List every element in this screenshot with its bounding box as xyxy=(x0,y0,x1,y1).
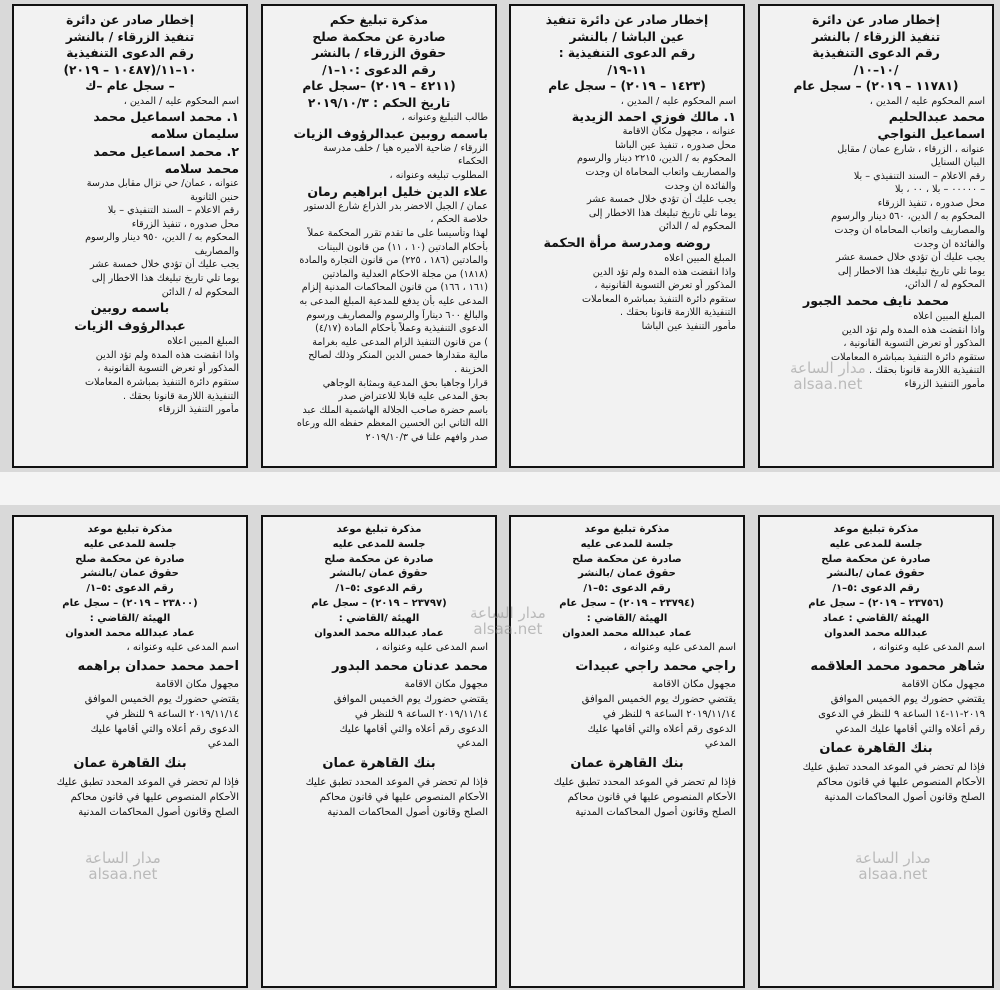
notice-text-line: يقتضي حضورك يوم الخميس الموافق xyxy=(581,693,736,705)
notice-text-line: ) من قانون التنفيذ الزام المدعى عليه بغرامة xyxy=(312,336,488,348)
notice-text-line: يقتضي حضورك يوم الخميس الموافق xyxy=(333,693,488,705)
notice-heading: عين الباشا / بالنشر xyxy=(569,29,685,44)
notice-text-line: والبالغ ٦٠٠ ديناراً والرسوم والمصاريف ورسوم xyxy=(306,309,488,321)
notice-text-line: مأمور التنفيذ عين الباشا xyxy=(641,321,736,333)
notice-text-line: رقم أعلاه والتي أقامها عليك المدعي xyxy=(835,723,985,735)
notice-text-line: المبلغ المبين اعلاه xyxy=(664,253,736,265)
notice-text-line: فإذا لم تحضر في الموعد المحدد تطبق عليك xyxy=(802,762,985,774)
party-name: محمد سلامه xyxy=(164,160,239,176)
notice-text-line: المحكوم له / الدائن xyxy=(161,286,239,298)
notice-heading: صادرة عن محكمة صلح xyxy=(572,553,682,565)
notice-heading: حقوق عمان /بالنشر xyxy=(578,568,676,580)
party-name: ١. مالك فوزي احمد الزيدية xyxy=(571,109,736,125)
notice-text-line: مأمور التنفيذ الزرقاء xyxy=(158,404,239,416)
notice-heading: مذكرة تبليغ موعد xyxy=(336,524,422,535)
notice-text-line: الأحكام المنصوص عليها في قانون محاكم xyxy=(567,791,736,803)
party-name: اسماعيل النواجي xyxy=(877,126,985,142)
notice-text-line: التنفيذية اللازمة قانونا بحقك . xyxy=(620,307,736,319)
notice-text-line: مجهول مكان الاقامة xyxy=(901,679,985,691)
creditor-name: محمد نايف محمد الجبور xyxy=(803,293,949,309)
notice-heading: رقم الدعوى :٥–١/ xyxy=(335,583,423,595)
notice-heading: /١٠–١٠/ xyxy=(853,62,899,77)
notice-heading: رقم الدعوى :٥–١/ xyxy=(832,583,920,595)
notice-heading: عبدالله محمد العدوان xyxy=(824,627,928,639)
notice-text-line: لهذا وتأسيسا على ما تقدم تقرر المحكمة عملاً xyxy=(307,227,488,239)
notice-heading: جلسة للمدعى عليه xyxy=(580,538,674,550)
notice-text-line: المدعي xyxy=(704,738,736,750)
notice-text-line: ٢٠١٩/١١/١٤ الساعة ٩ للنظر في xyxy=(105,708,239,720)
notice-text-line: المطلوب تبليغه وعنوانه ، xyxy=(389,169,488,181)
notice-text-line: اسم المدعى عليه وعنوانه ، xyxy=(375,642,488,654)
notice-text-line: والمصاريف xyxy=(194,245,239,257)
notice-text-line: – ٠٠٠٠٠ – بلا ، ٠٠ ، بلا xyxy=(894,184,985,196)
notice-text-line: بحق المدعى عليه قابلا للاعتراض صدر xyxy=(338,391,488,403)
notice-text-line: محل صدوره ، تنفيذ عين الباشا xyxy=(614,139,736,151)
notice-text-line: الدعوى التنفيذية وعملاً بأحكام المادة (٤/١٧) xyxy=(315,323,488,335)
notice-text-line: يوما تلي تاريخ تبليغك هذا الاخطار إلى xyxy=(91,273,239,285)
notice-heading: حقوق عمان /بالنشر xyxy=(81,568,179,580)
notice-heading: صادرة عن محكمة صلح xyxy=(324,553,434,565)
notice-text-line: البيان السنايل xyxy=(930,157,985,169)
top-notice-3 xyxy=(261,4,497,468)
top-notices-row xyxy=(0,0,1000,472)
notice-text-line: المحكوم له / الدائن، xyxy=(904,279,985,291)
watermark-latin-text: alsaa.net xyxy=(88,865,158,883)
watermark-arabic-text: مدار الساعة xyxy=(855,849,931,867)
notice-text-line: يوما تلي تاريخ تبليغك هذا الاخطار إلى xyxy=(837,265,985,277)
notice-heading: عماد عبدالله محمد العدوان xyxy=(314,627,444,639)
notice-heading: تاريخ الحكم : ٢٠١٩/١٠/٣ xyxy=(307,95,451,110)
watermark-latin-text: alsaa.net xyxy=(858,865,928,883)
notice-text-line: والمصاريف واتعاب المحاماة ان وجدت xyxy=(834,225,985,237)
bottom-notice-2 xyxy=(509,515,745,988)
creditor-name: عبدالرؤوف الزيات xyxy=(74,318,186,334)
notice-heading: مذكرة تبليغ حكم xyxy=(329,13,429,27)
party-name: محمد عبدالحليم xyxy=(888,109,985,125)
notice-text-line: باسم حضرة صاحب الجلالة الهاشمية الملك عبد xyxy=(302,404,488,416)
notice-heading: رقم الدعوى التنفيذية : xyxy=(558,46,696,60)
notice-heading: (٢٣٧٩٧ – ٢٠١٩) – سجل عام xyxy=(311,597,447,609)
row-divider xyxy=(0,472,1000,505)
notice-heading: – سجل عام –ك xyxy=(85,79,175,93)
notice-text-line: والمصاريف واتعاب المحاماة ان وجدت xyxy=(585,167,736,179)
notice-text-line: الخزينة . xyxy=(454,363,488,375)
notice-text-line: المبلغ المبين اعلاه xyxy=(167,336,239,348)
notice-text-line: طالب التبليغ وعنوانه ، xyxy=(401,112,488,123)
notice-text-line: والفائدة ان وجدت xyxy=(913,238,985,250)
notice-text-line: بأحكام المادتين (١٠ ، ١١) من قانون البينات xyxy=(317,241,488,253)
party-name: احمد محمد حمدان براهمه xyxy=(77,659,239,675)
notice-text-line: يقتضي حضورك يوم الخميس الموافق xyxy=(830,693,985,705)
notice-text-line: عنوانه ، الزرقاء ، شارع عمان / مقابل xyxy=(837,143,985,155)
notice-heading: رقم الدعوى :٥–١/ xyxy=(86,583,174,595)
notice-text-line: واذا انقضت هذه المدة ولم تؤد الدين xyxy=(841,324,985,336)
party-name: محمد عدنان محمد البدور xyxy=(332,659,488,675)
notice-text-line: عنوانه ، عمان/ حي نزال مقابل مدرسة xyxy=(86,177,239,189)
notice-text-line: المحكوم به / الدين، ٢٢١٥ دينار والرسوم xyxy=(576,153,736,165)
notice-heading: جلسة للمدعى عليه xyxy=(83,538,177,550)
party-name: سليمان سلامه xyxy=(150,126,239,142)
notice-text-line: قرارا وجاهيا بحق المدعية وبمثابة الوجاهي xyxy=(322,377,488,389)
party-name: ١. محمد اسماعيل محمد xyxy=(93,109,239,125)
notice-heading: (٢٣٨٠٠ – ٢٠١٩) – سجل عام xyxy=(62,597,198,609)
notice-heading: رقم الدعوى التنفيذية xyxy=(812,46,940,60)
party-name: شاهر محمود محمد العلاقمه xyxy=(810,659,985,675)
creditor-name: روضه ومدرسة مرأة الحكمة xyxy=(543,235,711,251)
notice-text-line: اسم المحكوم عليه / المدين ، xyxy=(869,95,985,107)
creditor-name: باسمه روبين xyxy=(90,300,170,316)
party-name: ٢. محمد اسماعيل محمد xyxy=(93,143,239,159)
notice-text-line: واذا انقضت هذه المدة ولم تؤد الدين xyxy=(592,266,736,278)
notice-text-line: يجب عليك أن تؤدي خلال خمسة عشر xyxy=(836,252,985,264)
top-notice-1 xyxy=(758,4,994,468)
notice-text-line: الصلح وقانون أصول المحاكمات المدنية xyxy=(327,806,488,818)
notice-text-line: صدر وافهم علنا في ٢٠١٩/١٠/٣ xyxy=(365,431,488,443)
top-notice-2 xyxy=(509,4,745,468)
notice-heading: جلسة للمدعى عليه xyxy=(829,538,923,550)
notice-text-line: ٢٠١٩/١١/١٤ الساعة ٩ للنظر في xyxy=(602,708,736,720)
notice-heading: (٢٣٧٥٦ – ٢٠١٩) – سجل عام xyxy=(808,597,944,609)
notice-heading: رقم الدعوى التنفيذية xyxy=(66,46,194,60)
creditor-name: بنك القاهرة عمان xyxy=(570,756,684,772)
notice-text-line: ستقوم دائرة التنفيذ بمباشرة المعاملات xyxy=(582,293,736,305)
notice-heading: الهيئة /القاضي : عماد xyxy=(822,612,930,624)
notice-text-line: محل صدوره ، تنفيذ الزرقاء xyxy=(877,197,985,209)
notice-heading: عماد عبدالله محمد العدوان xyxy=(65,627,195,639)
notice-text-line: ٢٠١٩/١١/١٤ الساعة ٩ للنظر في xyxy=(354,708,488,720)
bottom-notice-1 xyxy=(758,515,994,988)
notice-text-line: التنفيذية اللازمة قانونا بحقك . xyxy=(123,390,239,402)
notice-text-line: المحكوم به / الدين، ٥٦٠ دينار والرسوم xyxy=(831,211,985,223)
notice-text-line: الدعوى رقم أعلاه والتي أقامها عليك xyxy=(90,723,239,735)
notice-text-line: اسم المحكوم عليه / المدين ، xyxy=(620,95,736,107)
notice-heading: مذكرة تبليغ موعد xyxy=(584,524,670,535)
notice-text-line: ٢٠١٩-١١-١٤ الساعة ٩ للنظر في الدعوى xyxy=(818,708,985,720)
notice-heading: حقوق عمان /بالنشر xyxy=(330,568,428,580)
notice-text-line: مجهول مكان الاقامة xyxy=(155,679,239,691)
notice-heading: ١١-١٩/ xyxy=(607,62,647,77)
notice-text-line: مجهول مكان الاقامة xyxy=(404,679,488,691)
notice-heading: الهيئة /القاضي : xyxy=(586,612,668,624)
notice-text-line: (١٦١ ، ١٦٦) من قانون المحاكمات المدنية إلزام xyxy=(301,282,488,294)
notice-text-line: يجب عليك أن تؤدي خلال خمسة عشر xyxy=(90,259,239,271)
notice-heading: عماد عبدالله محمد العدوان xyxy=(562,627,692,639)
creditor-name: بنك القاهرة عمان xyxy=(73,756,187,772)
notice-heading: صادرة عن محكمة صلح xyxy=(75,553,185,565)
notice-heading: صادرة عن محكمة صلح xyxy=(312,29,446,44)
top-notice-4 xyxy=(12,4,248,468)
bottom-notice-4 xyxy=(12,515,248,988)
notice-text-line: خلاصة الحكم ، xyxy=(430,214,488,226)
notice-text-line: الأحكام المنصوص عليها في قانون محاكم xyxy=(319,791,488,803)
notice-text-line: اسم المدعى عليه وعنوانه ، xyxy=(126,642,239,654)
notice-text-line: الحكماء xyxy=(457,156,488,168)
party-name: راجي محمد راجي عبيدات xyxy=(575,659,736,675)
notice-text-line: المذكور أو تعرض التسوية القانونية ، xyxy=(843,338,985,350)
notice-text-line: الدعوى رقم أعلاه والتي أقامها عليك xyxy=(587,723,736,735)
notice-heading: تنفيذ الزرقاء / بالنشر xyxy=(65,29,195,44)
notice-heading: صادرة عن محكمة صلح xyxy=(821,553,931,565)
watermark-arabic-text: مدار الساعة xyxy=(85,849,161,867)
notice-text-line: اسم المدعى عليه وعنوانه ، xyxy=(872,642,985,654)
notice-text-line: واذا انقضت هذه المدة ولم تؤد الدين xyxy=(95,349,239,361)
creditor-name: بنك القاهرة عمان xyxy=(819,741,933,757)
notice-text-line: فإذا لم تحضر في الموعد المحدد تطبق عليك xyxy=(305,777,488,789)
notice-text-line: يجب عليك أن تؤدي خلال خمسة عشر xyxy=(587,194,736,206)
notice-text-line: فإذا لم تحضر في الموعد المحدد تطبق عليك xyxy=(56,777,239,789)
notice-heading: حقوق عمان /بالنشر xyxy=(827,568,925,580)
notice-heading: ١٠–١١/(١٠٤٨٧ – ٢٠١٩) xyxy=(63,62,197,77)
watermark-latin-text: alsaa.net xyxy=(473,620,543,638)
notice-text-line: يوما تلي تاريخ تبليغك هذا الاخطار إلى xyxy=(588,207,736,219)
notice-text-line: المذكور أو تعرض التسوية القانونية ، xyxy=(594,280,736,292)
bottom-notice-3 xyxy=(261,515,497,988)
notice-heading: (١١٧٨١ – ٢٠١٩) – سجل عام xyxy=(793,79,959,93)
notice-heading: مذكرة تبليغ موعد xyxy=(87,524,173,535)
notice-heading: الهيئة /القاضي : xyxy=(89,612,171,624)
notice-heading: رقم الدعوى :١٠–١/ xyxy=(322,62,436,77)
notice-text-line: الصلح وقانون أصول المحاكمات المدنية xyxy=(575,806,736,818)
party-name: باسمه روبين عبدالرؤوف الزيات xyxy=(293,125,488,141)
notice-text-line: ستقوم دائرة التنفيذ بمباشرة المعاملات xyxy=(85,377,239,389)
notice-heading: الهيئة /القاضي : xyxy=(338,612,420,624)
notice-heading: حقوق الزرقاء / بالنشر xyxy=(311,46,447,60)
notice-text-line: الأحكام المنصوص عليها في قانون محاكم xyxy=(816,777,985,789)
notice-heading: تنفيذ الزرقاء / بالنشر xyxy=(811,29,941,44)
notice-heading: إخطار صادر عن دائرة xyxy=(66,13,194,27)
bottom-notices-row xyxy=(0,505,1000,990)
notice-text-line: المدعي xyxy=(207,738,239,750)
notice-heading: (٤٢١١ – ٢٠١٩) –سجل عام xyxy=(302,79,456,93)
notice-text-line: يقتضي حضورك يوم الخميس الموافق xyxy=(84,693,239,705)
watermark-latin-text: alsaa.net xyxy=(793,375,863,393)
notice-heading: إخطار صادر عن دائرة xyxy=(812,13,940,27)
notice-heading: رقم الدعوى :٥–١/ xyxy=(583,583,671,595)
notice-text-line: اسم المحكوم عليه / المدين ، xyxy=(123,95,239,107)
notice-text-line: الصلح وقانون أصول المحاكمات المدنية xyxy=(824,791,985,803)
creditor-name: بنك القاهرة عمان xyxy=(322,756,436,772)
watermark-arabic-text: مدار الساعة xyxy=(470,604,546,622)
party-name: علاء الدين خليل ابراهيم رمان xyxy=(307,183,488,199)
notice-text-line: رقم الاعلام – السند التنفيذي – بلا xyxy=(853,170,985,182)
notice-heading: (٢٣٧٩٤ – ٢٠١٩) – سجل عام xyxy=(559,597,695,609)
notice-text-line: الصلح وقانون أصول المحاكمات المدنية xyxy=(78,806,239,818)
notice-text-line: ستقوم دائرة التنفيذ بمباشرة المعاملات xyxy=(831,351,985,363)
notice-text-line: الله الثاني ابن الحسين المعظم حفظه الله ورعاه xyxy=(296,418,488,430)
notice-text-line: عمان / الجبل الاخضر بدر الذراع شارع الدستور xyxy=(304,200,488,212)
notice-text-line: مالية مقدارها خمس الدين المنكر وذلك لصالح xyxy=(308,350,488,362)
notice-text-line: حنين الثانوية xyxy=(190,191,239,203)
notice-text-line: التنفيذية اللازمة قانونا بحقك . xyxy=(869,365,985,377)
notice-text-line: والفائدة ان وجدت xyxy=(664,180,736,192)
notice-text-line: رقم الاعلام – السند التنفيذي – بلا xyxy=(107,205,239,217)
notice-text-line: الأحكام المنصوص عليها في قانون محاكم xyxy=(70,791,239,803)
notice-text-line: محل صدوره ، تنفيذ الزرقاء xyxy=(131,218,239,230)
notice-heading: (١٤٢٣ – ٢٠١٩) – سجل عام xyxy=(548,79,706,93)
notice-heading: مذكرة تبليغ موعد xyxy=(833,524,919,535)
notice-text-line: الدعوى رقم أعلاه والتي أقامها عليك xyxy=(339,723,488,735)
notice-text-line: مأمور التنفيذ الزرقاء xyxy=(904,379,985,390)
notice-text-line: مجهول مكان الاقامة xyxy=(652,679,736,691)
notice-text-line: المذكور أو تعرض التسوية القانونية ، xyxy=(97,363,239,375)
notice-text-line: المبلغ المبين اعلاه xyxy=(913,311,985,323)
notice-text-line: (١٨١٨) من مجلة الاحكام العدلية والمادتين xyxy=(322,268,488,280)
watermark-arabic-text: مدار الساعة xyxy=(790,359,866,377)
notice-text-line: المحكوم به / الدين، ٩٥٠ دينار والرسوم xyxy=(85,232,239,244)
notice-heading: إخطار صادر عن دائرة تنفيذ xyxy=(545,13,709,27)
notice-text-line: فإذا لم تحضر في الموعد المحدد تطبق عليك xyxy=(553,777,736,789)
notice-text-line: المدعي xyxy=(456,738,488,750)
notice-text-line: والمادتين (١٨٦ ، ٢٢٥) من قانون التجارة والمادة xyxy=(299,255,488,267)
notice-heading: جلسة للمدعى عليه xyxy=(332,538,426,550)
notice-text-line: المدعى عليه بأن يدفع للمدعية المبلغ المدعى به xyxy=(299,295,488,307)
notice-text-line: المحكوم له / الدائن xyxy=(658,221,736,233)
notice-text-line: عنوانه ، مجهول مكان الاقامة xyxy=(622,126,736,138)
notice-text-line: اسم المدعى عليه وعنوانه ، xyxy=(623,642,736,654)
notice-text-line: الزرقاء / ضاحية الاميره هيا / خلف مدرسة xyxy=(323,142,488,154)
